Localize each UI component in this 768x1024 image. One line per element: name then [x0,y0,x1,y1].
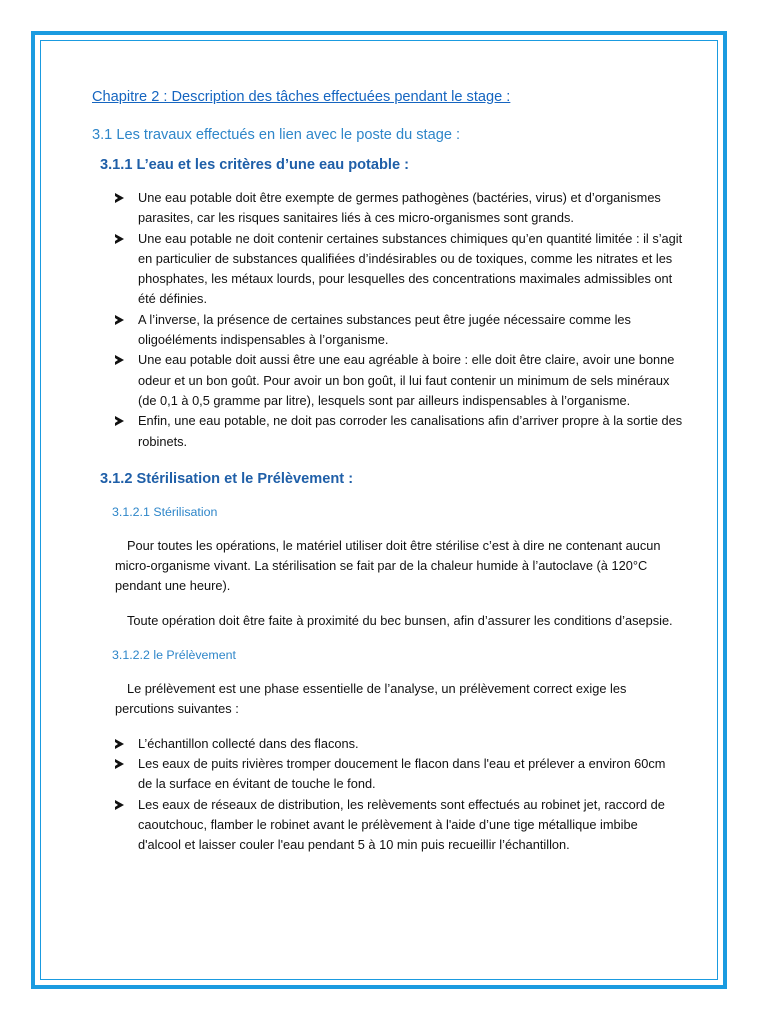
section-3-1-2-2-heading: 3.1.2.2 le Prélèvement [112,648,236,663]
list-item: Une eau potable ne doit contenir certaines substances chimiques qu’en quantité limitée : il s’agit en particulier de substances qualifiées d’indésirables ou de toxiques, comme les nitrates et les phosphates, les métaux lourds, pour lesquelles des concentrations maximales admissibles ont été définies. [115,229,683,310]
chapter-title: Chapitre 2 : Description des tâches effectuées pendant le stage : [92,89,511,105]
sterilisation-paragraph-1: Pour toutes les opérations, le matériel utiliser doit être stérilise c’est à dire ne contenant aucun micro-organisme vivant. La stérilisation se fait par de la chaleur humide à l’autoclave (à 120°C pendant une heure). [115,537,661,594]
section-3-1-1-heading: 3.1.1 L’eau et les critères d’une eau potable : [100,157,410,173]
sampling-paragraph: Le prélèvement est une phase essentielle de l’analyse, un prélèvement correct exige les percutions suivantes : [115,681,627,717]
arrow-bullet-icon [115,193,124,203]
arrow-bullet-icon [115,739,124,749]
arrow-bullet-icon [115,416,124,426]
list-item: Les eaux de puits rivières tromper doucement le flacon dans l'eau et prélever a environ 60cm de la surface en évitant de touche le fond. [115,754,683,795]
list-item: Une eau potable doit être exempte de germes pathogènes (bactéries, virus) et d’organismes parasites, car les risques sanitaires liés à ces micro-organismes sont grands. [115,188,683,229]
potable-water-criteria-list [92,188,692,452]
document-body [92,86,692,863]
sampling-steps-list [92,734,692,856]
arrow-bullet-icon [115,315,124,325]
list-item: A l’inverse, la présence de certaines substances peut être jugée nécessaire comme les oligoéléments indispensables à l’organisme. [115,310,683,351]
section-3-1-heading: 3.1 Les travaux effectués en lien avec le poste du stage : [92,127,461,143]
section-3-1-2-heading: 3.1.2 Stérilisation et le Prélèvement : [100,470,354,487]
sterilisation-paragraph-2: Toute opération doit être faite à proximité du bec bunsen, afin d’assurer les conditions d’asepsie. [127,612,673,628]
arrow-bullet-icon [115,355,124,365]
section-3-1-2-1-heading: 3.1.2.1 Stérilisation [112,504,218,519]
list-item: Une eau potable doit aussi être une eau agréable à boire : elle doit être claire, avoir une bonne odeur et un bon goût. Pour avoir un bon goût, il lui faut contenir un minimum de sels minéraux (de 0,1 à 0,5 gramme par litre), lesquels sont par ailleurs indispensables à l’organisme. [115,350,683,411]
list-item: L’échantillon collecté dans des flacons. [115,734,683,754]
list-item: Enfin, une eau potable, ne doit pas corroder les canalisations afin d’arriver propre à la sortie des robinets. [115,411,683,452]
arrow-bullet-icon [115,759,124,769]
list-item: Les eaux de réseaux de distribution, les relèvements sont effectués au robinet jet, raccord de caoutchouc, flamber le robinet avant le prélèvement à l'aide d’une tige métallique imbibe d'alcool et laisser couler l'eau pendant 5 à 10 min puis recueillir l’échantillon. [115,795,683,856]
arrow-bullet-icon [115,234,124,244]
arrow-bullet-icon [115,800,124,810]
